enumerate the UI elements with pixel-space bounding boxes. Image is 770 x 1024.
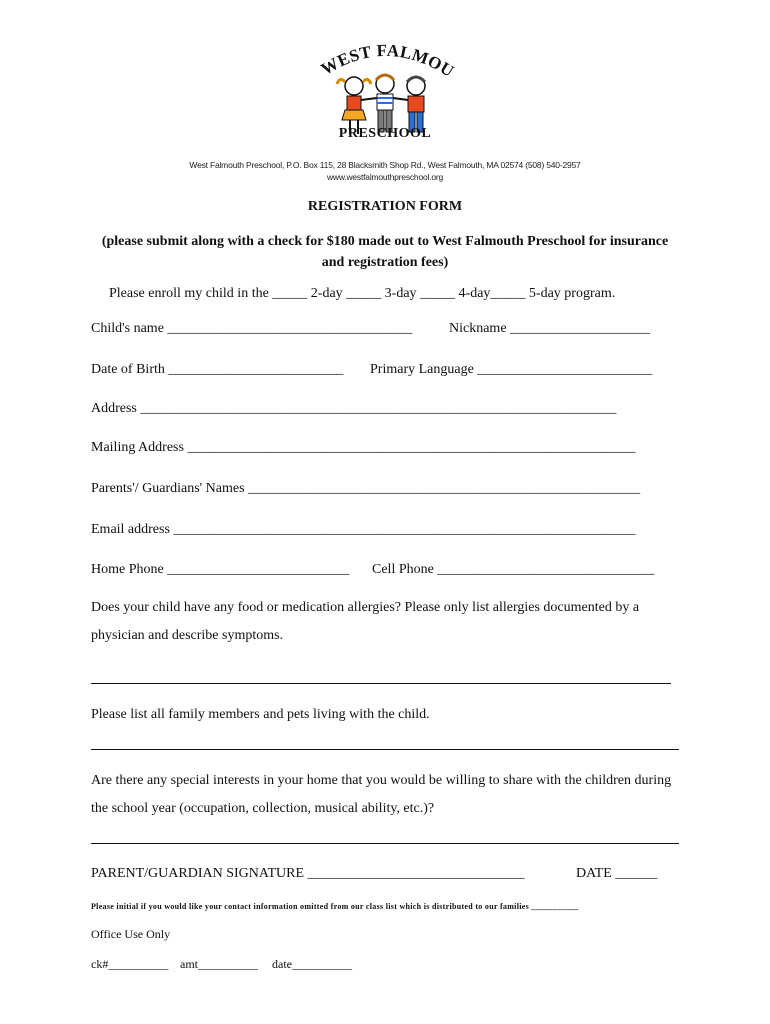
office-date-field[interactable]: date__________ bbox=[272, 957, 352, 971]
logo-school-name: PRESCHOOL bbox=[338, 126, 432, 141]
signature-field[interactable]: PARENT/GUARDIAN SIGNATURE _______________________________ bbox=[91, 866, 525, 881]
initial-note[interactable]: Please initial if you would like your contact information omitted from our class list which is distributed to our families ___________ bbox=[91, 902, 579, 911]
parents-names-field[interactable]: Parents'/ Guardians' Names ________________________________________________________ bbox=[91, 481, 641, 496]
enroll-program-line[interactable]: Please enroll my child in the _____ 2-day _____ 3-day _____ 4-day_____ 5-day program. bbox=[109, 286, 616, 301]
email-field[interactable]: Email address __________________________________________________________________ bbox=[91, 522, 636, 537]
primary-language-field[interactable]: Primary Language _________________________ bbox=[370, 362, 653, 377]
logo-arc-text: WEST FALMOU bbox=[317, 40, 458, 81]
check-number-field[interactable]: ck#__________ bbox=[91, 957, 169, 971]
mailing-address-field[interactable]: Mailing Address ________________________________________________________________ bbox=[91, 440, 636, 455]
cell-phone-field[interactable]: Cell Phone _______________________________ bbox=[372, 562, 655, 577]
form-title: REGISTRATION FORM bbox=[307, 199, 463, 214]
allergies-answer-line[interactable] bbox=[91, 683, 671, 684]
school-website: www.westfalmouthpreschool.org bbox=[326, 172, 444, 182]
nickname-field[interactable]: Nickname ____________________ bbox=[449, 321, 651, 336]
interests-answer-line[interactable] bbox=[91, 843, 679, 844]
child-name-field[interactable]: Child's name ___________________________________ bbox=[91, 321, 413, 336]
office-use-label: Office Use Only bbox=[91, 927, 171, 941]
date-of-birth-field[interactable]: Date of Birth _________________________ bbox=[91, 362, 344, 377]
allergies-question: Does your child have any food or medication allergies? Please only list allergies documented by a physician and describe symptoms. bbox=[91, 600, 640, 643]
date-field[interactable]: DATE ______ bbox=[576, 866, 658, 881]
family-answer-line[interactable] bbox=[91, 749, 679, 750]
home-phone-field[interactable]: Home Phone __________________________ bbox=[91, 562, 350, 577]
form-instructions: (please submit along with a check for $180 made out to West Falmouth Preschool for insurance and registration fees) bbox=[101, 234, 669, 270]
address-field[interactable]: Address ____________________________________________________________________ bbox=[91, 401, 617, 416]
interests-question: Are there any special interests in your home that you would be willing to share with the children during the school year (occupation, collection, musical ability, etc.)? bbox=[91, 773, 672, 816]
amount-field[interactable]: amt__________ bbox=[180, 957, 258, 971]
family-question: Please list all family members and pets living with the child. bbox=[91, 707, 430, 722]
school-address: West Falmouth Preschool, P.O. Box 115, 28 Blacksmith Shop Rd., West Falmouth, MA 02574 (508) 540-2957 bbox=[189, 160, 581, 170]
